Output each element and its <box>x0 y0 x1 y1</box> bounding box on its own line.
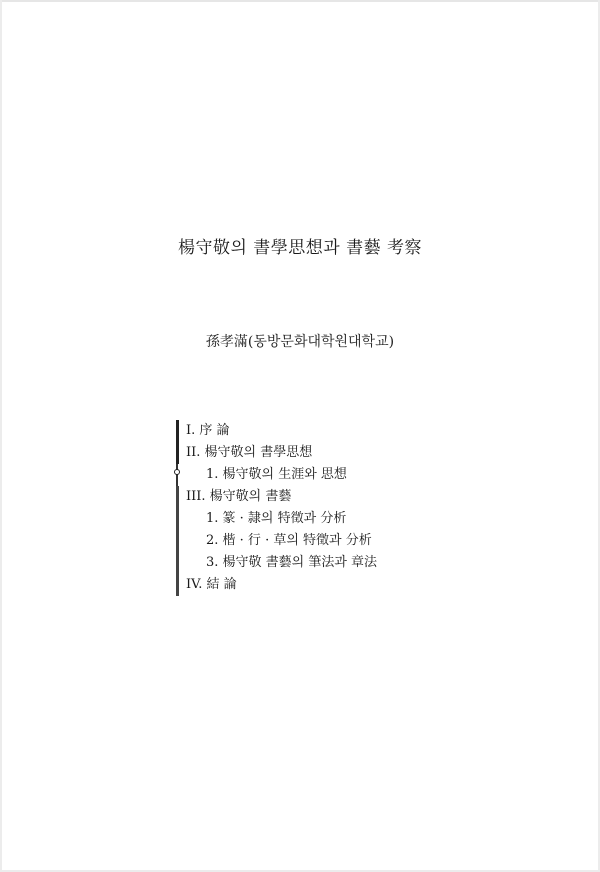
toc-rule-accent-bottom <box>176 486 179 596</box>
toc-subitem-2-1: 1. 楊守敬의 生涯와 思想 <box>206 467 347 482</box>
toc-rule-marker <box>174 469 180 475</box>
toc-item-4: IV. 結 論 <box>186 577 237 592</box>
paper-title: 楊守敬의 書學思想과 書藝 考察 <box>177 238 423 258</box>
toc-subitem-3-1: 1. 篆 · 隷의 特徵과 分析 <box>206 511 347 526</box>
toc-item-3: III. 楊守敬의 書藝 <box>186 489 292 504</box>
toc-item-1: I. 序 論 <box>186 423 230 438</box>
toc-subitem-3-2: 2. 楷 · 行 · 草의 特徵과 分析 <box>206 533 372 548</box>
toc-item-2: II. 楊守敬의 書學思想 <box>186 445 313 460</box>
table-of-contents <box>176 420 496 596</box>
toc-rule-accent-top <box>176 420 179 464</box>
author-affiliation: 孫孝滿(동방문화대학원대학교) <box>205 334 395 350</box>
page-border-left <box>0 0 2 872</box>
toc-subitem-3-3: 3. 楊守敬 書藝의 筆法과 章法 <box>206 555 378 570</box>
page-border-top <box>0 0 600 2</box>
